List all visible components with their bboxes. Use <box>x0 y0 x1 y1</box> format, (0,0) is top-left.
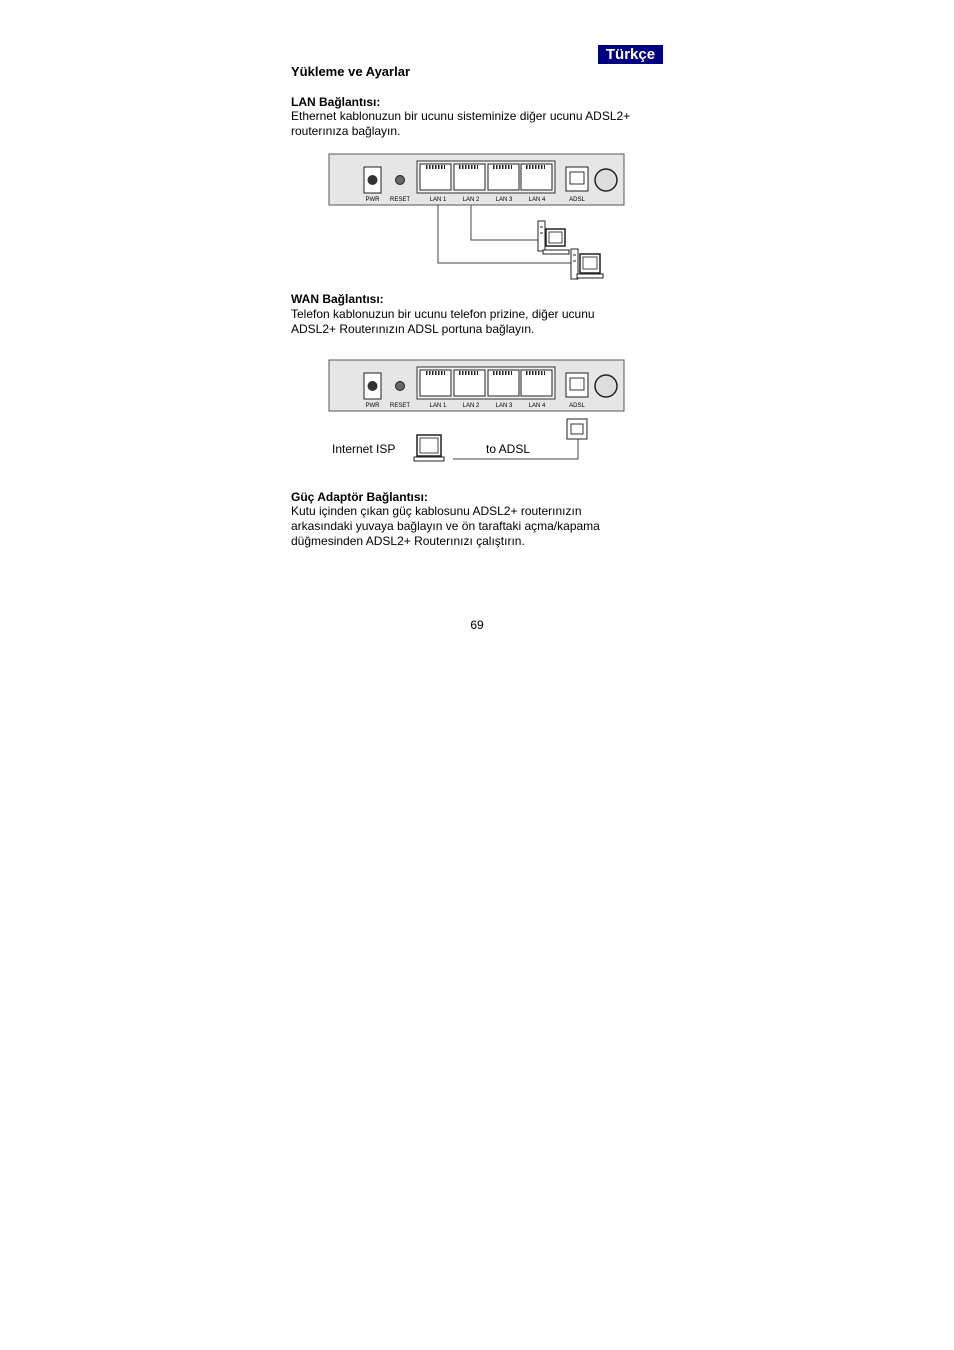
computer-icon <box>538 221 569 254</box>
lan1-label: LAN 1 <box>429 403 447 409</box>
power-heading: Güç Adaptör Bağlantısı: <box>291 490 428 504</box>
page-number: 69 <box>470 618 484 632</box>
internet-isp-label: Internet ISP <box>332 442 396 456</box>
lan3-label: LAN 3 <box>495 403 513 409</box>
pwr-label: PWR <box>365 197 380 203</box>
page-title: Yükleme ve Ayarlar <box>291 64 410 79</box>
lan-connection-diagram <box>328 153 626 281</box>
computer-icon <box>414 435 444 461</box>
computer-icon <box>571 249 603 279</box>
lan3-label: LAN 3 <box>495 197 513 203</box>
reset-label: RESET <box>389 197 411 203</box>
language-badge: Türkçe <box>598 45 663 64</box>
wan-line-1: Telefon kablonuzun bir ucunu telefon prizine, diğer ucunu <box>291 307 595 321</box>
lan4-label: LAN 4 <box>528 403 546 409</box>
power-line-2: arkasındaki yuvaya bağlayın ve ön taraftaki açma/kapama <box>291 519 600 533</box>
pwr-label: PWR <box>365 403 380 409</box>
phone-jack-icon <box>567 419 587 439</box>
lan1-label: LAN 1 <box>429 197 447 203</box>
lan-paragraph <box>291 109 671 139</box>
wan-heading: WAN Bağlantısı: <box>291 292 384 306</box>
wan-line-2: ADSL2+ Routerınızın ADSL portuna bağlayın. <box>291 322 535 336</box>
power-line-1: Kutu içinden çıkan güç kablosunu ADSL2+ routerınızın <box>291 504 582 518</box>
adsl-label: ADSL <box>569 403 585 409</box>
lan4-label: LAN 4 <box>528 197 546 203</box>
power-line-3: düğmesinden ADSL2+ Routerınızı çalıştırın. <box>291 534 525 548</box>
wan-paragraph <box>291 307 671 337</box>
lan2-label: LAN 2 <box>462 403 480 409</box>
lan-heading: LAN Bağlantısı: <box>291 95 381 109</box>
lan-line-1: Ethernet kablonuzun bir ucunu sisteminize diğer ucunu ADSL2+ <box>291 109 631 123</box>
lan-line-2: routerınıza bağlayın. <box>291 124 401 138</box>
lan2-label: LAN 2 <box>462 197 480 203</box>
wan-connection-diagram <box>328 359 626 467</box>
power-paragraph <box>291 504 671 549</box>
reset-label: RESET <box>389 403 411 409</box>
adsl-label: ADSL <box>569 197 585 203</box>
to-adsl-label: to ADSL <box>486 442 531 456</box>
